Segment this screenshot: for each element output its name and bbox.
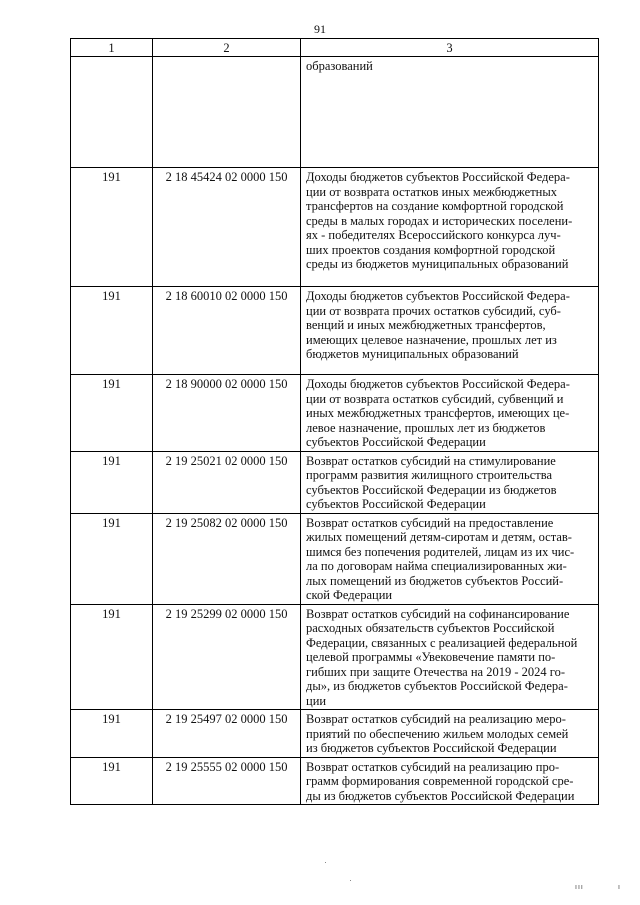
description-line: ской Федерации bbox=[306, 588, 393, 602]
table-row bbox=[71, 57, 599, 168]
scan-speck bbox=[325, 862, 326, 863]
description-cell bbox=[301, 451, 599, 513]
header-col-2: 2 bbox=[153, 39, 301, 57]
description-cell bbox=[301, 287, 599, 375]
admin-code-cell: 191 bbox=[71, 604, 153, 710]
description-line: ции от возврата прочих остатков субсидий, суб- bbox=[306, 303, 561, 318]
description-line: Доходы бюджетов субъектов Российской Федера- bbox=[306, 170, 570, 184]
description-line: среды в малых городах и исторических поселени- bbox=[306, 213, 573, 228]
description-line: среды из бюджетов муниципальных образований bbox=[306, 257, 569, 271]
budget-code-cell: 2 19 25497 02 0000 150 bbox=[153, 710, 301, 758]
admin-code-cell: 191 bbox=[71, 513, 153, 604]
description-line: ции от возврата остатков иных межбюджетных bbox=[306, 184, 557, 199]
table-body bbox=[71, 57, 599, 805]
description-cell bbox=[301, 168, 599, 287]
description-line: бюджетов муниципальных образований bbox=[306, 347, 519, 361]
admin-code-cell: 191 bbox=[71, 375, 153, 452]
scan-mark: ı bbox=[618, 883, 620, 891]
admin-code-cell: 191 bbox=[71, 710, 153, 758]
budget-code-cell bbox=[153, 57, 301, 168]
page-number: 91 bbox=[314, 22, 326, 36]
revenue-codes-table bbox=[70, 38, 599, 805]
description-line: Возврат остатков субсидий на стимулирование bbox=[306, 453, 556, 468]
description-line: шимся без попечения родителей, лицам из их чис- bbox=[306, 544, 575, 559]
description-line: лых помещений из бюджетов субъектов Россий- bbox=[306, 573, 564, 588]
scan-mark: ııı bbox=[575, 883, 584, 891]
description-line: иных межбюджетных трансфертов, имеющих це- bbox=[306, 406, 570, 420]
description-line: Возврат остатков субсидий на софинансирование bbox=[306, 606, 570, 621]
admin-code-cell bbox=[71, 57, 153, 168]
admin-code-cell: 191 bbox=[71, 168, 153, 287]
table-row bbox=[71, 604, 599, 710]
description-line: программ развития жилищного строительства bbox=[306, 468, 553, 482]
description-cell bbox=[301, 375, 599, 452]
description-line: ших проектов создания комфортной городской bbox=[306, 242, 556, 257]
description-line: целевой программы «Увековечение памяти по- bbox=[306, 650, 556, 664]
description-line: гибших при защите Отечества на 2019 - 2024 го- bbox=[306, 664, 565, 679]
description-line: Федерации, связанных с реализацией федеральной bbox=[306, 635, 578, 650]
description-line: имеющих целевое назначение, прошлых лет из bbox=[306, 332, 557, 347]
admin-code-cell: 191 bbox=[71, 451, 153, 513]
budget-code-cell: 2 19 25299 02 0000 150 bbox=[153, 604, 301, 710]
description-line: ях - победителях Всероссийского конкурса луч- bbox=[306, 228, 561, 242]
description-cell bbox=[301, 57, 599, 168]
table-row bbox=[71, 710, 599, 758]
description-line: левое назначение, прошлых лет из бюджетов bbox=[306, 420, 546, 435]
table-row bbox=[71, 757, 599, 805]
budget-code-cell: 2 19 25021 02 0000 150 bbox=[153, 451, 301, 513]
description-line: трансфертов на создание комфортной городской bbox=[306, 199, 564, 213]
description-line: венций и иных межбюджетных трансфертов, bbox=[306, 318, 546, 332]
description-cell bbox=[301, 710, 599, 758]
description-line: Доходы бюджетов субъектов Российской Федера- bbox=[306, 289, 570, 303]
description-line: ции от возврата остатков субсидий, субвенций и bbox=[306, 391, 564, 406]
description-line: ды из бюджетов субъектов Российской Федерации bbox=[306, 788, 575, 803]
table-row bbox=[71, 375, 599, 452]
budget-code-cell: 2 19 25555 02 0000 150 bbox=[153, 757, 301, 805]
table-row bbox=[71, 287, 599, 375]
scan-speck bbox=[350, 880, 351, 881]
description-line: образований bbox=[306, 59, 373, 73]
budget-code-cell: 2 18 60010 02 0000 150 bbox=[153, 287, 301, 375]
description-line: ции bbox=[306, 693, 327, 708]
description-line: субъектов Российской Федерации bbox=[306, 435, 486, 449]
header-col-1: 1 bbox=[71, 39, 153, 57]
description-cell bbox=[301, 757, 599, 805]
table-header-row bbox=[71, 39, 599, 57]
header-col-3: 3 bbox=[301, 39, 599, 57]
description-line: ла по договорам найма специализированных жи- bbox=[306, 559, 567, 573]
description-line: субъектов Российской Федерации из бюджетов bbox=[306, 482, 557, 497]
description-line: субъектов Российской Федерации bbox=[306, 497, 486, 511]
description-cell bbox=[301, 513, 599, 604]
description-line: Возврат остатков субсидий на реализацию про- bbox=[306, 759, 560, 774]
description-line: расходных обязательств субъектов Российской bbox=[306, 621, 555, 635]
description-line: ды», из бюджетов субъектов Российской Федера- bbox=[306, 679, 568, 693]
description-cell bbox=[301, 604, 599, 710]
budget-code-cell: 2 19 25082 02 0000 150 bbox=[153, 513, 301, 604]
description-line: грамм формирования современной городской сре- bbox=[306, 774, 574, 788]
admin-code-cell: 191 bbox=[71, 287, 153, 375]
description-line: приятий по обеспечению жильем молодых семей bbox=[306, 726, 569, 741]
description-line: из бюджетов субъектов Российской Федерации bbox=[306, 741, 557, 755]
description-line: Возврат остатков субсидий на предоставление bbox=[306, 515, 554, 530]
description-line: жилых помещений детям-сиротам и детям, остав- bbox=[306, 530, 572, 544]
table-row bbox=[71, 168, 599, 287]
table-row bbox=[71, 451, 599, 513]
description-line: Доходы бюджетов субъектов Российской Федера- bbox=[306, 377, 570, 391]
budget-code-cell: 2 18 45424 02 0000 150 bbox=[153, 168, 301, 287]
budget-code-cell: 2 18 90000 02 0000 150 bbox=[153, 375, 301, 452]
table-row bbox=[71, 513, 599, 604]
description-line: Возврат остатков субсидий на реализацию меро- bbox=[306, 712, 566, 726]
admin-code-cell: 191 bbox=[71, 757, 153, 805]
